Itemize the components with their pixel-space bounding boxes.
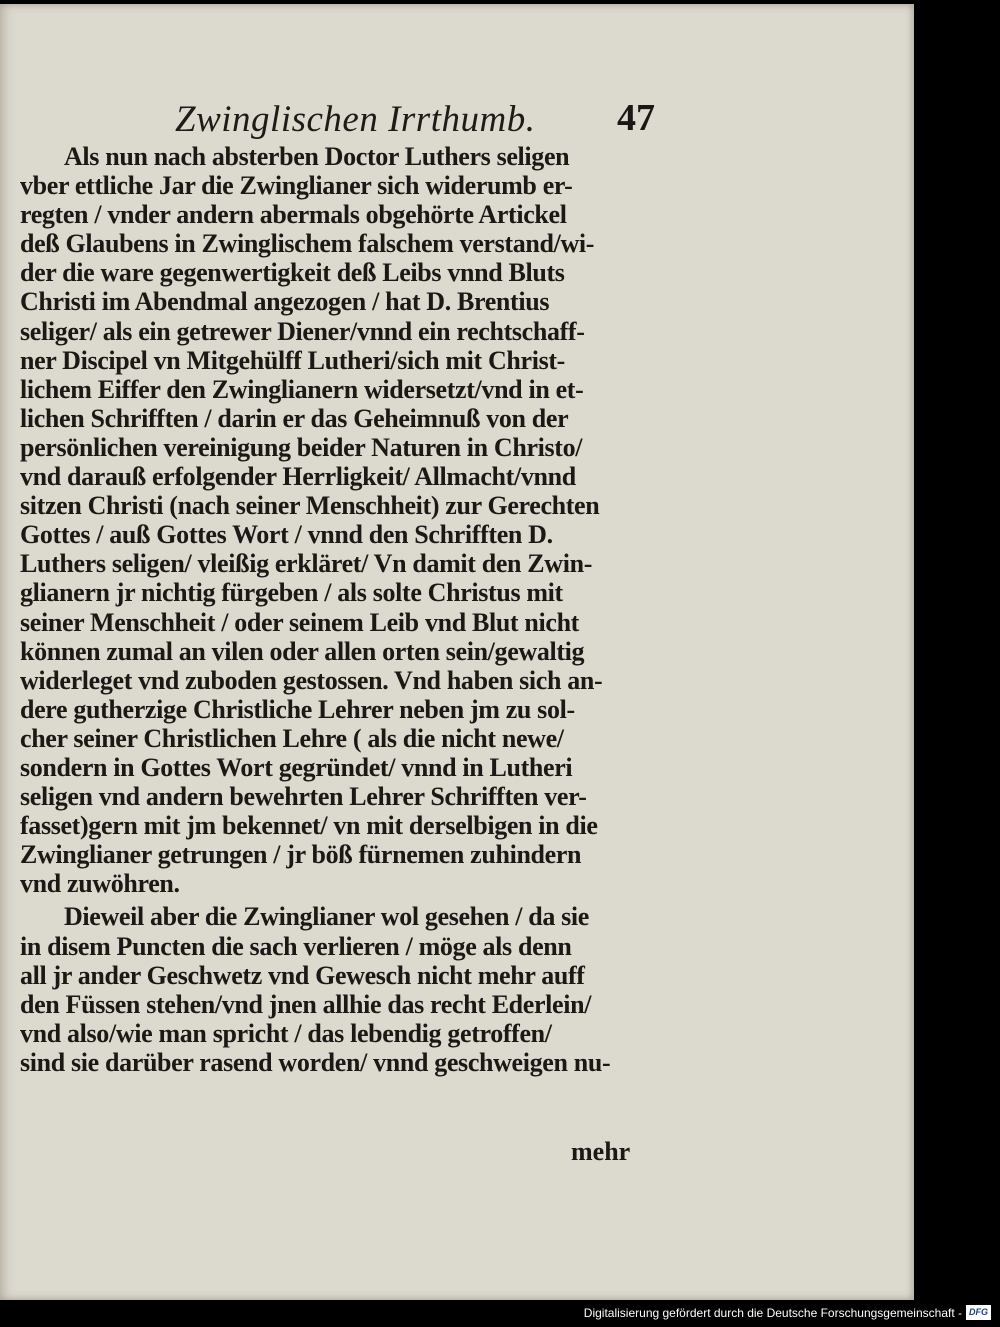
footer-bar xyxy=(0,1300,1000,1327)
text-line: in disem Puncten die sach verlieren / möge als denn xyxy=(20,931,572,961)
body-text xyxy=(20,142,648,1077)
text-line: sitzen Christi (nach seiner Menschheit) zur Gerechten xyxy=(20,491,600,521)
text-line: sondern in Gottes Wort gegründet/ vnnd in Lutheri xyxy=(20,752,573,782)
text-line: Als nun nach absterben Doctor Luthers seligen xyxy=(64,142,570,171)
text-line: können zumal an vilen oder allen orten sein/gewaltig xyxy=(20,636,585,666)
text-line: regten / vnder andern abermals obgehörte Artickel xyxy=(20,200,567,230)
text-line: Zwinglianer getrungen / jr böß fürnemen zuhindern xyxy=(20,840,582,870)
text-line: all jr ander Geschwetz vnd Gewesch nicht mehr auff xyxy=(20,960,585,990)
text-line: vber ettliche Jar die Zwinglianer sich widerumb er- xyxy=(20,171,573,201)
running-head xyxy=(175,96,655,146)
text-line: Gottes / auß Gottes Wort / vnnd den Schrifften D. xyxy=(20,520,553,550)
page-number: 47 xyxy=(617,97,655,139)
funding-credit: Digitalisierung gefördert durch die Deutsche Forschungsgemeinschaft - xyxy=(583,1306,962,1320)
text-line: widerleget vnd zuboden gestossen. Vnd haben sich an- xyxy=(20,665,603,695)
text-line: persönlichen vereinigung beider Naturen in Christo/ xyxy=(20,432,583,462)
text-line: fasset)gern mit jm bekennet/ vn mit derselbigen in die xyxy=(20,811,598,841)
text-line: glianern jr nichtig fürgeben / als solte Christus mit xyxy=(20,578,563,608)
running-title: Zwinglischen Irrthumb. xyxy=(175,99,536,140)
text-line: dere gutherzige Christliche Lehrer neben jm zu sol- xyxy=(20,694,575,724)
text-line: den Füssen stehen/vnd jnen allhie das recht Ederlein/ xyxy=(20,989,592,1019)
text-line: Christi im Abendmal angezogen / hat D. Brentius xyxy=(20,287,550,317)
text-line: vnd zuwöhren. xyxy=(20,869,180,899)
text-line: cher seiner Christlichen Lehre ( als die nicht newe/ xyxy=(20,723,564,753)
text-line: sind sie darüber rasend worden/ vnnd geschweigen nu- xyxy=(20,1047,611,1077)
text-line: lichem Eiffer den Zwinglianern widersetzt/vnd in et- xyxy=(20,374,584,404)
catchword: mehr xyxy=(571,1137,631,1166)
text-line: der die ware gegenwertigkeit deß Leibs vnnd Bluts xyxy=(20,258,565,288)
text-line: lichen Schrifften / darin er das Geheimnuß von der xyxy=(20,403,569,433)
text-line: ner Discipel vn Mitgehülff Lutheri/sich mit Christ- xyxy=(20,345,565,375)
text-line: seliger/ als ein getrewer Diener/vnnd ein rechtschaff- xyxy=(20,316,585,346)
text-line: vnd also/wie man spricht / das lebendig getroffen/ xyxy=(20,1018,552,1048)
text-line: deß Glaubens in Zwinglischem falschem verstand/wi- xyxy=(20,229,595,259)
text-line: Luthers seligen/ vleißig erkläret/ Vn damit den Zwin- xyxy=(20,549,593,579)
text-line: vnd darauß erfolgender Herrligkeit/ Allmacht/vnnd xyxy=(20,462,576,492)
text-line: Dieweil aber die Zwinglianer wol gesehen / da sie xyxy=(64,902,589,932)
dfg-logo: DFG xyxy=(966,1305,991,1320)
text-line: seiner Menschheit / oder seinem Leib vnd Blut nicht xyxy=(20,607,579,637)
text-line: seligen vnd andern bewehrten Lehrer Schrifften ver- xyxy=(20,782,587,812)
